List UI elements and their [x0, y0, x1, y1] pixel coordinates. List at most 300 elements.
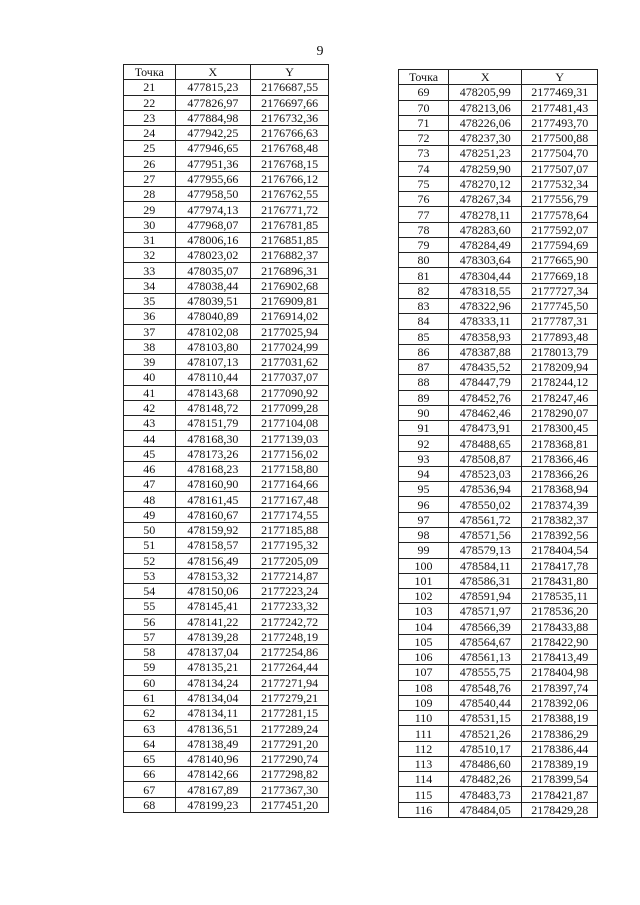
x-coordinate-cell: 478039,51 [175, 293, 251, 308]
y-coordinate-cell: 2178013,79 [522, 344, 598, 359]
x-coordinate-cell: 478484,05 [449, 802, 522, 817]
table-row [124, 599, 329, 614]
point-number-cell: 63 [124, 721, 176, 736]
y-coordinate-cell: 2178431,80 [522, 573, 598, 588]
y-coordinate-cell: 2176768,48 [251, 141, 329, 156]
point-number-cell: 75 [399, 176, 449, 191]
point-number-cell: 88 [399, 375, 449, 390]
y-coordinate-cell: 2178366,26 [522, 466, 598, 481]
table-row [399, 451, 598, 466]
x-coordinate-cell: 478584,11 [449, 558, 522, 573]
x-coordinate-cell: 477884,98 [175, 110, 251, 125]
table-row [124, 355, 329, 370]
header-point: Точка [124, 65, 176, 80]
point-number-cell: 23 [124, 110, 176, 125]
x-coordinate-cell: 478579,13 [449, 543, 522, 558]
y-coordinate-cell: 2176781,85 [251, 217, 329, 232]
point-number-cell: 65 [124, 751, 176, 766]
x-coordinate-cell: 478318,55 [449, 283, 522, 298]
point-number-cell: 86 [399, 344, 449, 359]
table-row [124, 202, 329, 217]
table-row [124, 538, 329, 553]
point-number-cell: 81 [399, 268, 449, 283]
x-coordinate-cell: 478150,06 [175, 584, 251, 599]
y-coordinate-cell: 2178386,44 [522, 741, 598, 756]
table-row [124, 797, 329, 812]
table-row [399, 741, 598, 756]
point-number-cell: 48 [124, 492, 176, 507]
point-number-cell: 57 [124, 629, 176, 644]
x-coordinate-cell: 478142,66 [175, 767, 251, 782]
table-row [399, 85, 598, 100]
y-coordinate-cell: 2177281,15 [251, 706, 329, 721]
y-coordinate-cell: 2177031,62 [251, 355, 329, 370]
y-coordinate-cell: 2178382,37 [522, 512, 598, 527]
x-coordinate-cell: 478173,26 [175, 446, 251, 461]
x-coordinate-cell: 478148,72 [175, 400, 251, 415]
table-row [399, 237, 598, 252]
y-coordinate-cell: 2177264,44 [251, 660, 329, 675]
point-number-cell: 31 [124, 232, 176, 247]
x-coordinate-cell: 478226,06 [449, 115, 522, 130]
table-row [124, 187, 329, 202]
y-coordinate-cell: 2176909,81 [251, 293, 329, 308]
y-coordinate-cell: 2178422,90 [522, 634, 598, 649]
table-row [124, 278, 329, 293]
point-number-cell: 38 [124, 339, 176, 354]
y-coordinate-cell: 2177665,90 [522, 253, 598, 268]
table-row [399, 283, 598, 298]
y-coordinate-cell: 2177223,24 [251, 584, 329, 599]
point-number-cell: 94 [399, 466, 449, 481]
y-coordinate-cell: 2178413,49 [522, 650, 598, 665]
x-coordinate-cell: 478508,87 [449, 451, 522, 466]
y-coordinate-cell: 2177893,48 [522, 329, 598, 344]
table-row [399, 115, 598, 130]
y-coordinate-cell: 2176882,37 [251, 248, 329, 263]
x-coordinate-cell: 478237,30 [449, 131, 522, 146]
x-coordinate-cell: 478168,30 [175, 431, 251, 446]
x-coordinate-cell: 478561,72 [449, 512, 522, 527]
x-coordinate-cell: 478159,92 [175, 522, 251, 537]
y-coordinate-cell: 2177271,94 [251, 675, 329, 690]
y-coordinate-cell: 2178300,45 [522, 421, 598, 436]
x-coordinate-cell: 478283,60 [449, 222, 522, 237]
table-row [124, 324, 329, 339]
table-row [399, 268, 598, 283]
y-coordinate-cell: 2176896,31 [251, 263, 329, 278]
y-coordinate-cell: 2176697,66 [251, 95, 329, 110]
point-number-cell: 49 [124, 507, 176, 522]
point-number-cell: 97 [399, 512, 449, 527]
table-row [124, 782, 329, 797]
x-coordinate-cell: 478387,88 [449, 344, 522, 359]
x-coordinate-cell: 478462,46 [449, 405, 522, 420]
y-coordinate-cell: 2178399,54 [522, 772, 598, 787]
y-coordinate-cell: 2177174,55 [251, 507, 329, 522]
table-row [124, 110, 329, 125]
y-coordinate-cell: 2177507,07 [522, 161, 598, 176]
table-row [399, 100, 598, 115]
table-row [124, 690, 329, 705]
x-coordinate-cell: 478333,11 [449, 314, 522, 329]
point-number-cell: 77 [399, 207, 449, 222]
y-coordinate-cell: 2177233,32 [251, 599, 329, 614]
x-coordinate-cell: 477955,66 [175, 171, 251, 186]
coordinates-table-left [123, 64, 329, 813]
table-row [124, 263, 329, 278]
point-number-cell: 25 [124, 141, 176, 156]
x-coordinate-cell: 478267,34 [449, 192, 522, 207]
x-coordinate-cell: 478447,79 [449, 375, 522, 390]
point-number-cell: 107 [399, 665, 449, 680]
x-coordinate-cell: 478473,91 [449, 421, 522, 436]
table-row [399, 161, 598, 176]
y-coordinate-cell: 2177025,94 [251, 324, 329, 339]
point-number-cell: 109 [399, 695, 449, 710]
x-coordinate-cell: 478540,44 [449, 695, 522, 710]
x-coordinate-cell: 478135,21 [175, 660, 251, 675]
table-row [399, 772, 598, 787]
point-number-cell: 102 [399, 589, 449, 604]
y-coordinate-cell: 2177469,31 [522, 85, 598, 100]
point-number-cell: 41 [124, 385, 176, 400]
table-row [124, 293, 329, 308]
point-number-cell: 90 [399, 405, 449, 420]
point-number-cell: 64 [124, 736, 176, 751]
table-row [399, 756, 598, 771]
x-coordinate-cell: 478110,44 [175, 370, 251, 385]
table-row [399, 131, 598, 146]
table-row [124, 217, 329, 232]
table-row [124, 339, 329, 354]
x-coordinate-cell: 478510,17 [449, 741, 522, 756]
y-coordinate-cell: 2176766,12 [251, 171, 329, 186]
x-coordinate-cell: 478040,89 [175, 309, 251, 324]
point-number-cell: 56 [124, 614, 176, 629]
y-coordinate-cell: 2177242,72 [251, 614, 329, 629]
table-row [124, 568, 329, 583]
point-number-cell: 108 [399, 680, 449, 695]
table-row [124, 370, 329, 385]
point-number-cell: 46 [124, 461, 176, 476]
table-row [399, 543, 598, 558]
table-row [124, 629, 329, 644]
point-number-cell: 115 [399, 787, 449, 802]
point-number-cell: 116 [399, 802, 449, 817]
y-coordinate-cell: 2177298,82 [251, 767, 329, 782]
table-row [124, 507, 329, 522]
y-coordinate-cell: 2178404,54 [522, 543, 598, 558]
x-coordinate-cell: 478137,04 [175, 645, 251, 660]
x-coordinate-cell: 478531,15 [449, 711, 522, 726]
table-row [124, 416, 329, 431]
x-coordinate-cell: 477946,65 [175, 141, 251, 156]
y-coordinate-cell: 2177500,88 [522, 131, 598, 146]
x-coordinate-cell: 478322,96 [449, 298, 522, 313]
x-coordinate-cell: 478591,94 [449, 589, 522, 604]
x-coordinate-cell: 478303,64 [449, 253, 522, 268]
table-row [399, 711, 598, 726]
x-coordinate-cell: 478435,52 [449, 360, 522, 375]
point-number-cell: 87 [399, 360, 449, 375]
point-number-cell: 69 [399, 85, 449, 100]
table-row [124, 553, 329, 568]
y-coordinate-cell: 2177481,43 [522, 100, 598, 115]
point-number-cell: 79 [399, 237, 449, 252]
x-coordinate-cell: 478139,28 [175, 629, 251, 644]
point-number-cell: 52 [124, 553, 176, 568]
table-row [399, 802, 598, 817]
table-row [399, 192, 598, 207]
point-number-cell: 105 [399, 634, 449, 649]
table-row [124, 645, 329, 660]
table-row [124, 736, 329, 751]
table-row [124, 248, 329, 263]
x-coordinate-cell: 478452,76 [449, 390, 522, 405]
y-coordinate-cell: 2177156,02 [251, 446, 329, 461]
point-number-cell: 51 [124, 538, 176, 553]
point-number-cell: 111 [399, 726, 449, 741]
x-coordinate-cell: 478134,24 [175, 675, 251, 690]
y-coordinate-cell: 2177669,18 [522, 268, 598, 283]
y-coordinate-cell: 2177195,32 [251, 538, 329, 553]
point-number-cell: 103 [399, 604, 449, 619]
y-coordinate-cell: 2177745,50 [522, 298, 598, 313]
x-coordinate-cell: 478205,99 [449, 85, 522, 100]
y-coordinate-cell: 2178433,88 [522, 619, 598, 634]
table-row [124, 95, 329, 110]
x-coordinate-cell: 478571,97 [449, 604, 522, 619]
y-coordinate-cell: 2177504,70 [522, 146, 598, 161]
point-number-cell: 32 [124, 248, 176, 263]
y-coordinate-cell: 2178392,56 [522, 527, 598, 542]
point-number-cell: 54 [124, 584, 176, 599]
x-coordinate-cell: 478103,80 [175, 339, 251, 354]
table-row [124, 126, 329, 141]
table-row [124, 675, 329, 690]
x-coordinate-cell: 478304,44 [449, 268, 522, 283]
table-row [124, 385, 329, 400]
table-row [399, 527, 598, 542]
x-coordinate-cell: 478486,60 [449, 756, 522, 771]
point-number-cell: 70 [399, 100, 449, 115]
x-coordinate-cell: 478035,07 [175, 263, 251, 278]
table-row [399, 146, 598, 161]
point-number-cell: 34 [124, 278, 176, 293]
table-row [399, 421, 598, 436]
point-number-cell: 104 [399, 619, 449, 634]
point-number-cell: 73 [399, 146, 449, 161]
table-row [399, 436, 598, 451]
y-coordinate-cell: 2177787,31 [522, 314, 598, 329]
x-coordinate-cell: 478571,56 [449, 527, 522, 542]
x-coordinate-cell: 478270,12 [449, 176, 522, 191]
point-number-cell: 82 [399, 283, 449, 298]
table-row [124, 461, 329, 476]
x-coordinate-cell: 478006,16 [175, 232, 251, 247]
x-coordinate-cell: 478160,67 [175, 507, 251, 522]
y-coordinate-cell: 2178417,78 [522, 558, 598, 573]
table-row [124, 721, 329, 736]
point-number-cell: 85 [399, 329, 449, 344]
point-number-cell: 61 [124, 690, 176, 705]
point-number-cell: 98 [399, 527, 449, 542]
point-number-cell: 95 [399, 482, 449, 497]
y-coordinate-cell: 2177024,99 [251, 339, 329, 354]
point-number-cell: 66 [124, 767, 176, 782]
point-number-cell: 35 [124, 293, 176, 308]
y-coordinate-cell: 2177451,20 [251, 797, 329, 812]
point-number-cell: 36 [124, 309, 176, 324]
x-coordinate-cell: 478156,49 [175, 553, 251, 568]
x-coordinate-cell: 478566,39 [449, 619, 522, 634]
y-coordinate-cell: 2177532,34 [522, 176, 598, 191]
table-row [399, 405, 598, 420]
x-coordinate-cell: 478141,22 [175, 614, 251, 629]
x-coordinate-cell: 478488,65 [449, 436, 522, 451]
y-coordinate-cell: 2177594,69 [522, 237, 598, 252]
coordinates-table-right [398, 69, 598, 818]
y-coordinate-cell: 2177185,88 [251, 522, 329, 537]
y-coordinate-cell: 2177104,08 [251, 416, 329, 431]
point-number-cell: 43 [124, 416, 176, 431]
x-coordinate-cell: 478107,13 [175, 355, 251, 370]
y-coordinate-cell: 2178392,06 [522, 695, 598, 710]
point-number-cell: 22 [124, 95, 176, 110]
x-coordinate-cell: 477815,23 [175, 80, 251, 95]
y-coordinate-cell: 2176902,68 [251, 278, 329, 293]
y-coordinate-cell: 2177291,20 [251, 736, 329, 751]
table-row [124, 477, 329, 492]
point-number-cell: 27 [124, 171, 176, 186]
point-number-cell: 30 [124, 217, 176, 232]
point-number-cell: 78 [399, 222, 449, 237]
table-row [124, 522, 329, 537]
x-coordinate-cell: 478550,02 [449, 497, 522, 512]
x-coordinate-cell: 477968,07 [175, 217, 251, 232]
table-row [124, 492, 329, 507]
table-row [399, 253, 598, 268]
point-number-cell: 60 [124, 675, 176, 690]
point-number-cell: 37 [124, 324, 176, 339]
point-number-cell: 89 [399, 390, 449, 405]
x-coordinate-cell: 478143,68 [175, 385, 251, 400]
point-number-cell: 55 [124, 599, 176, 614]
y-coordinate-cell: 2178389,19 [522, 756, 598, 771]
x-coordinate-cell: 477974,13 [175, 202, 251, 217]
x-coordinate-cell: 478482,26 [449, 772, 522, 787]
y-coordinate-cell: 2177578,64 [522, 207, 598, 222]
y-coordinate-cell: 2177556,79 [522, 192, 598, 207]
y-coordinate-cell: 2176766,63 [251, 126, 329, 141]
x-coordinate-cell: 478160,90 [175, 477, 251, 492]
x-coordinate-cell: 478523,03 [449, 466, 522, 481]
table-row [399, 665, 598, 680]
y-coordinate-cell: 2177037,07 [251, 370, 329, 385]
y-coordinate-cell: 2177205,09 [251, 553, 329, 568]
point-number-cell: 26 [124, 156, 176, 171]
x-coordinate-cell: 478358,93 [449, 329, 522, 344]
table-row [124, 584, 329, 599]
y-coordinate-cell: 2177367,30 [251, 782, 329, 797]
point-number-cell: 101 [399, 573, 449, 588]
y-coordinate-cell: 2178247,46 [522, 390, 598, 405]
y-coordinate-cell: 2177099,28 [251, 400, 329, 415]
table-row [399, 726, 598, 741]
point-number-cell: 28 [124, 187, 176, 202]
x-coordinate-cell: 478251,23 [449, 146, 522, 161]
table-row [124, 614, 329, 629]
point-number-cell: 83 [399, 298, 449, 313]
y-coordinate-cell: 2177139,03 [251, 431, 329, 446]
page-number: 9 [316, 44, 324, 59]
x-coordinate-cell: 478284,49 [449, 237, 522, 252]
x-coordinate-cell: 478038,44 [175, 278, 251, 293]
table-row [399, 558, 598, 573]
y-coordinate-cell: 2177727,34 [522, 283, 598, 298]
y-coordinate-cell: 2178374,39 [522, 497, 598, 512]
y-coordinate-cell: 2177090,92 [251, 385, 329, 400]
point-number-cell: 80 [399, 253, 449, 268]
table-row [124, 232, 329, 247]
table-row [399, 512, 598, 527]
x-coordinate-cell: 478153,32 [175, 568, 251, 583]
table-row [399, 375, 598, 390]
x-coordinate-cell: 478536,94 [449, 482, 522, 497]
y-coordinate-cell: 2178366,46 [522, 451, 598, 466]
table-row [399, 314, 598, 329]
table-row [124, 706, 329, 721]
x-coordinate-cell: 478023,02 [175, 248, 251, 263]
point-number-cell: 99 [399, 543, 449, 558]
table-row [399, 650, 598, 665]
x-coordinate-cell: 478151,79 [175, 416, 251, 431]
point-number-cell: 68 [124, 797, 176, 812]
y-coordinate-cell: 2178368,81 [522, 436, 598, 451]
table-header-row [124, 65, 329, 80]
table-row [124, 660, 329, 675]
point-number-cell: 113 [399, 756, 449, 771]
y-coordinate-cell: 2176914,02 [251, 309, 329, 324]
y-coordinate-cell: 2178209,94 [522, 360, 598, 375]
table-row [399, 466, 598, 481]
x-coordinate-cell: 478145,41 [175, 599, 251, 614]
point-number-cell: 50 [124, 522, 176, 537]
table-row [124, 309, 329, 324]
y-coordinate-cell: 2177290,74 [251, 751, 329, 766]
table-row [399, 573, 598, 588]
y-coordinate-cell: 2177214,87 [251, 568, 329, 583]
point-number-cell: 53 [124, 568, 176, 583]
point-number-cell: 33 [124, 263, 176, 278]
y-coordinate-cell: 2178404,98 [522, 665, 598, 680]
x-coordinate-cell: 478102,08 [175, 324, 251, 339]
point-number-cell: 76 [399, 192, 449, 207]
x-coordinate-cell: 478586,31 [449, 573, 522, 588]
point-number-cell: 58 [124, 645, 176, 660]
table-row [399, 360, 598, 375]
table-row [399, 329, 598, 344]
y-coordinate-cell: 2178290,07 [522, 405, 598, 420]
table-row [124, 431, 329, 446]
x-coordinate-cell: 478161,45 [175, 492, 251, 507]
y-coordinate-cell: 2176851,85 [251, 232, 329, 247]
x-coordinate-cell: 478199,23 [175, 797, 251, 812]
y-coordinate-cell: 2177279,21 [251, 690, 329, 705]
header-point: Точка [399, 70, 449, 85]
y-coordinate-cell: 2177493,70 [522, 115, 598, 130]
